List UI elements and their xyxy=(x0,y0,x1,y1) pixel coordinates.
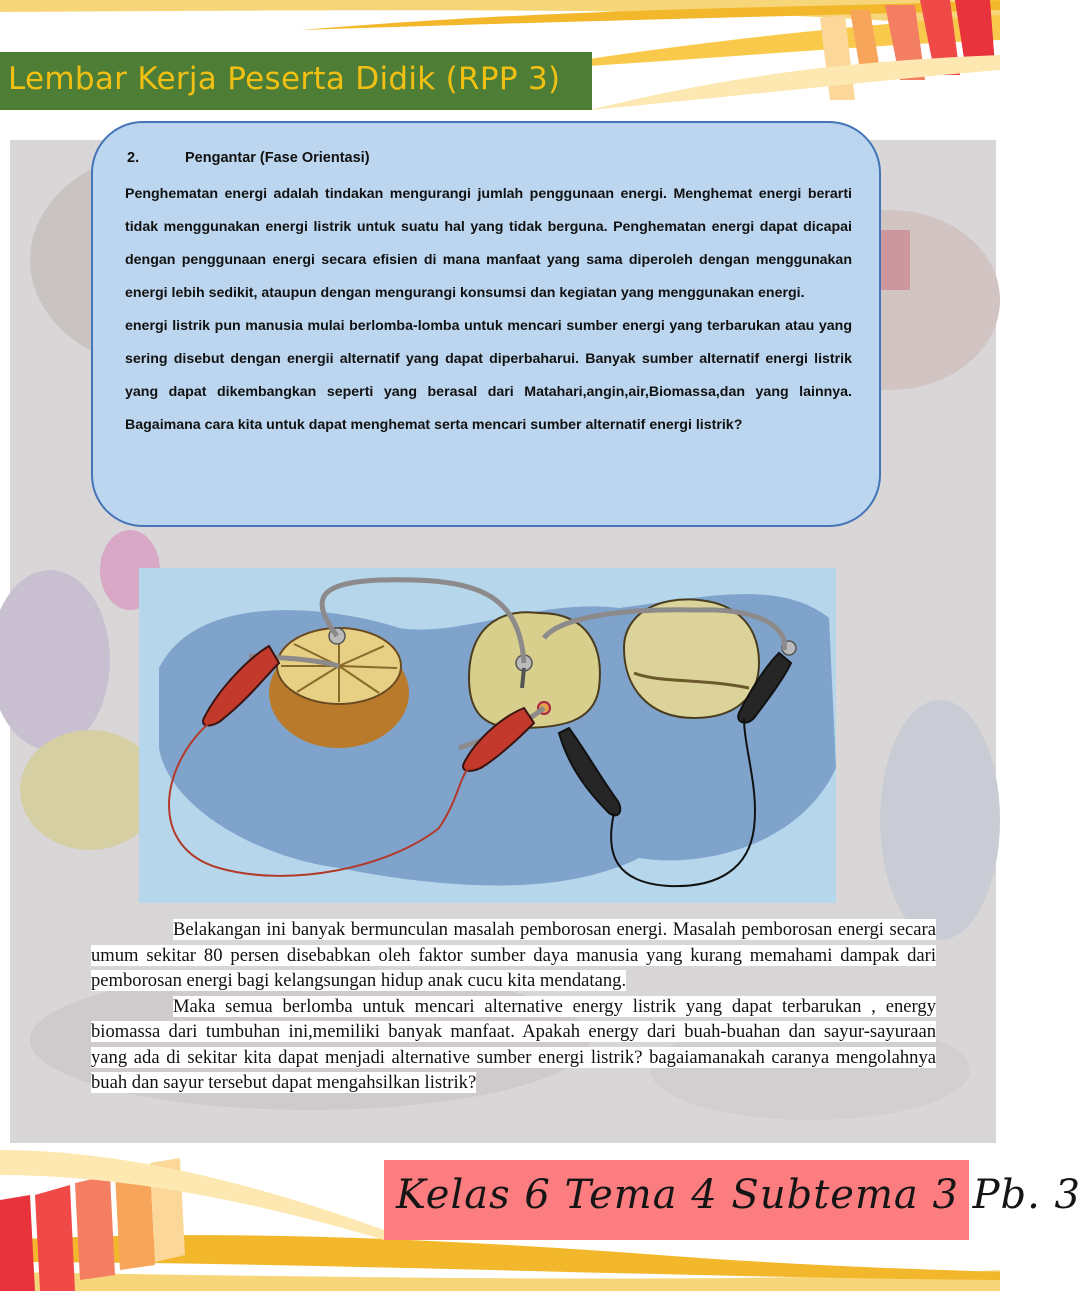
potato-icon xyxy=(469,612,600,728)
intro-paragraph-1: Penghematan energi adalah tindakan mengurangi jumlah penggunaan energi. Menghemat energi berarti tidak menggunakan energi listrik untuk suatu hal yang tidak berguna. Penghematan energi dapat dicapai dengan penggunaan energi secara efisien di mana manfaat yang sama diperoleh dengan menggunakan energi lebih sedikit, ataupun dengan mengurangi konsumsi dan kegiatan yang menggunakan energi. xyxy=(125,186,852,301)
intro-heading-text: Pengantar (Fase Orientasi) xyxy=(185,150,370,166)
footer-banner xyxy=(384,1160,1081,1240)
fruit-battery-illustration xyxy=(139,568,836,903)
story-text xyxy=(91,917,936,1096)
story-paragraph-2: Maka semua berlomba untuk mencari alternative energy listrik yang dapat terbarukan , energy biomassa dari tumbuhan ini,memiliki banyak manfaat. Apakah energy dari buah-buahan dan sayur-sayuraan yang ada di sekitar kita dapat menjadi alternative sumber energi listrik? bagaiamanakah caranya mengolahnya buah dan sayur tersebut dapat mengahsilkan listrik? xyxy=(91,995,936,1093)
story-paragraph-1: Belakangan ini banyak bermunculan masalah pemborosan energi. Masalah pemborosan energi secara umum sekitar 80 persen disebabkan oleh faktor sumber daya manusia yang kurang memahami dampak dari pemborosan energi bagi kelangsungan hidup anak cucu kita mendatang. xyxy=(91,919,936,991)
footer-label: Kelas 6 Tema 4 Subtema 3 Pb. 3 xyxy=(396,1172,1081,1218)
intro-box xyxy=(91,121,881,527)
lemon-icon xyxy=(269,628,409,748)
page-title: Lembar Kerja Peserta Didik (RPP 3) xyxy=(8,61,561,97)
intro-number: 2. xyxy=(127,150,140,166)
intro-body xyxy=(125,178,852,442)
intro-heading xyxy=(127,150,370,166)
title-banner xyxy=(0,52,592,110)
intro-paragraph-2: energi listrik pun manusia mulai berlomba-lomba untuk mencari sumber energi yang terbarukan atau yang sering disebut dengan energii alternatif yang dapat diperbaharui. Banyak sumber alternatif energi listrik yang dapat dikembangkan seperti yang berasal dari Matahari,angin,air,Biomassa,dan yang lainnya. Bagaimana cara kita untuk dapat menghemat serta mencari sumber alternatif energi listrik? xyxy=(125,318,852,433)
